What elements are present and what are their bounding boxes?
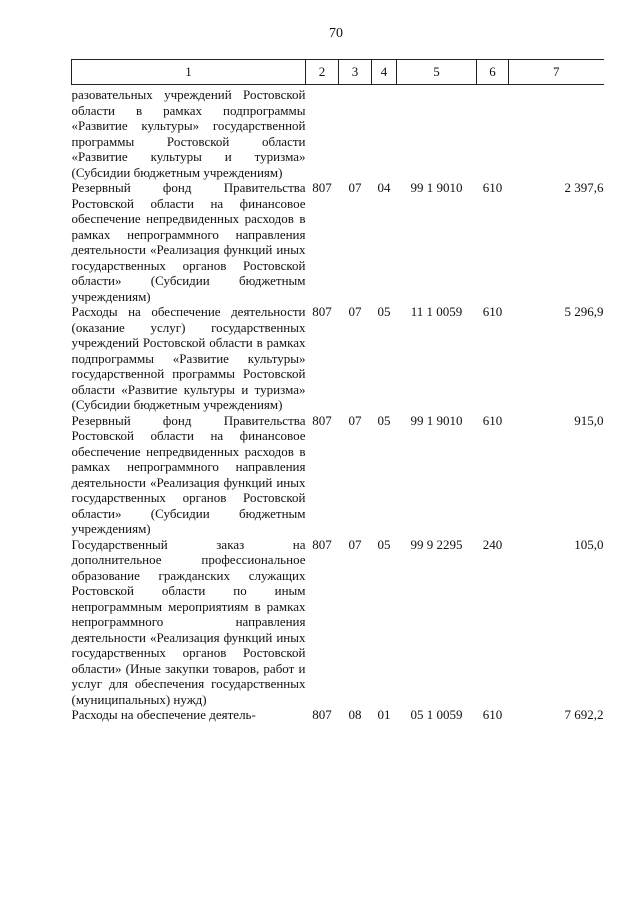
row-description: Государственный заказ на дополнительное профессиональное образование гражданских служащих Ростовской области по иным непрограммным мероприятиям в рамках непрограммного направления деятельности «Реализация функций иных государственных органов Ростовской области» (Иные закупки товаров, работ и услуг для обеспечения государственных (муниципальных) нужд)	[71, 536, 306, 707]
row-target: 11 1 0059	[410, 304, 463, 319]
row-ministry: 807	[312, 412, 332, 428]
table-header-row	[72, 60, 604, 85]
row-subsection: 04	[377, 180, 391, 195]
row-amount	[509, 85, 604, 181]
column-header: 1	[72, 60, 306, 85]
row-description: Расходы на обеспечение деятельности (оказание услуг) государственных учреждений Ростовской области в рамках подпрограммы «Развитие культуры» государственной программы Ростовской области «Развитие культуры и туризма» (Субсидии бюджетным учреждениям)	[71, 304, 306, 412]
row-expense-type: 610	[482, 412, 503, 428]
column-header: 4	[372, 60, 397, 85]
row-section: 07	[348, 180, 362, 195]
row-description: Резервный фонд Правительства Ростовской области на финансовое обеспечение непредвиденных расходов в рамках непрограммного направления деятельности «Реализация функций иных государственных органов Ростовской области» (Субсидии бюджетным учреждениям)	[71, 180, 306, 304]
row-expense-type	[477, 85, 509, 181]
column-header: 7	[509, 60, 604, 85]
row-ministry: 807	[312, 304, 332, 319]
row-expense-type: 240	[482, 536, 503, 552]
row-description: разовательных учреждений Ростовской области в рамках подпрограммы «Развитие культуры» государственной программы Ростовской области «Развитие культуры и туризма» (Субсидии бюджетным учреждениям)	[71, 87, 306, 180]
row-section: 07	[348, 412, 362, 428]
table-row	[72, 180, 604, 304]
row-subsection: 05	[377, 536, 391, 552]
row-section: 07	[348, 536, 362, 552]
row-section	[339, 85, 372, 181]
table-row	[72, 304, 604, 413]
table-row	[72, 85, 604, 181]
row-section: 08	[348, 707, 362, 722]
column-header: 6	[477, 60, 509, 85]
table-row	[72, 537, 604, 708]
row-subsection: 05	[377, 304, 391, 319]
row-amount: 2 397,6	[564, 180, 604, 195]
row-ministry	[306, 85, 339, 181]
row-section: 07	[348, 304, 362, 319]
row-subsection: 05	[377, 412, 391, 428]
page-number: 70	[329, 26, 343, 41]
row-amount: 7 692,2	[564, 707, 604, 722]
row-ministry: 807	[312, 707, 332, 722]
row-subsection: 01	[377, 707, 391, 722]
row-ministry: 807	[312, 536, 332, 552]
column-header: 2	[306, 60, 339, 85]
row-target: 99 9 2295	[410, 536, 463, 552]
row-description: Расходы на обеспечение деятель-	[71, 707, 256, 722]
row-description: Резервный фонд Правительства Ростовской области на финансовое обеспечение непредвиденных расходов в рамках непрограммного направления деятельности «Реализация функций иных государственных органов Ростовской области» (Субсидии бюджетным учреждениям)	[71, 412, 306, 536]
row-expense-type: 610	[482, 180, 503, 195]
row-target: 99 1 9010	[410, 412, 463, 428]
row-ministry: 807	[312, 180, 332, 195]
column-header: 3	[339, 60, 372, 85]
column-header: 5	[397, 60, 477, 85]
row-target	[397, 85, 477, 181]
row-amount: 915,0	[574, 412, 604, 428]
table-row	[72, 413, 604, 537]
row-subsection	[372, 85, 397, 181]
table-row	[72, 707, 604, 723]
budget-table	[71, 59, 604, 723]
row-expense-type: 610	[482, 707, 503, 722]
row-target: 99 1 9010	[410, 180, 463, 195]
row-target: 05 1 0059	[410, 707, 463, 722]
row-expense-type: 610	[482, 304, 503, 319]
row-amount: 5 296,9	[564, 304, 604, 319]
row-amount: 105,0	[574, 536, 604, 552]
